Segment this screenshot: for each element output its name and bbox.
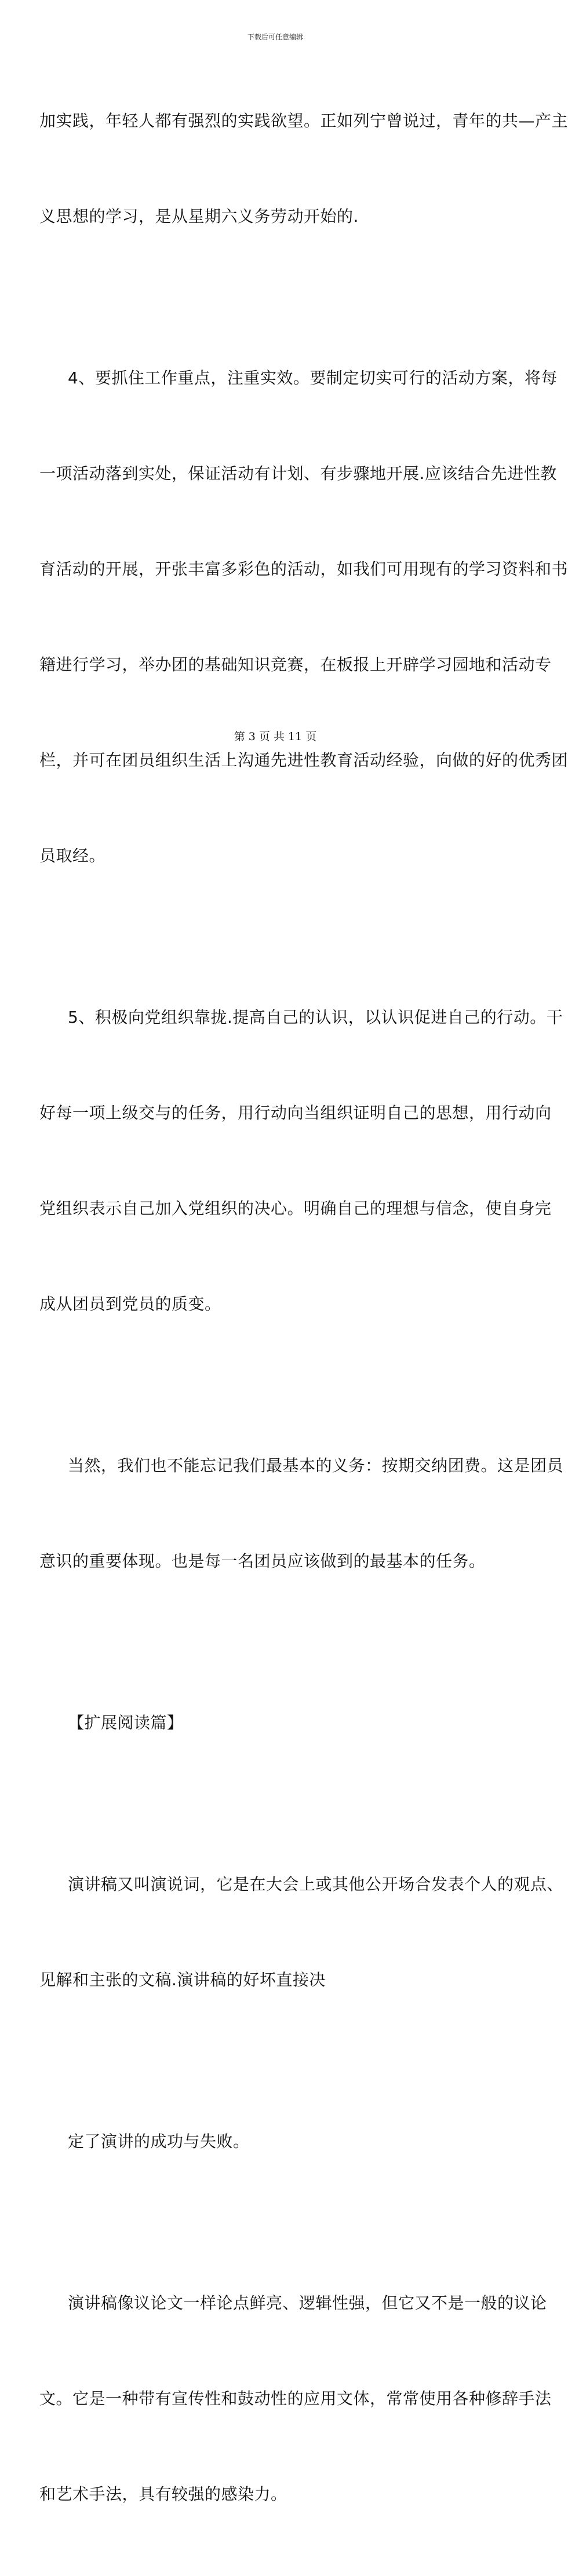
paragraph-line: 和艺术手法，具有较强的感染力。 [39, 2484, 287, 2504]
paragraph-line: 加实践，年轻人都有强烈的实践欲望。正如列宁曾说过，青年的共—产主 [39, 111, 568, 130]
paragraph-line: 栏，并可在团员组织生活上沟通先进性教育活动经验，向做的好的优秀团 [39, 751, 568, 770]
page-number: 第 3 页 共 11 页 [234, 730, 317, 743]
paragraph-line: 演讲稿又叫演说词，它是在大会上或其他公开场合发表个人的观点、 [68, 1875, 564, 1894]
document-body [39, 41, 568, 2576]
paragraph-1 [39, 41, 568, 296]
paragraph-line: 定了演讲的成功与失败。 [68, 2132, 250, 2151]
paragraph-line: 员取经。 [39, 846, 106, 865]
paragraph-2 [39, 298, 568, 935]
paragraph-line: 4、要抓住工作重点，注重实效。要制定切实可行的活动方案，将每 [68, 368, 558, 387]
paragraph-line: 意识的重要体现。也是每一名团员应该做到的最基本的任务。 [39, 1552, 486, 1571]
paragraph-line: 成从团员到党员的质变。 [39, 1294, 221, 1313]
paragraph-line: 一项活动落到实处，保证活动有计划、有步骤地开展.应该结合先进性教 [39, 464, 557, 483]
paragraph-line: 育活动的开展，开张丰富多彩色的活动，如我们可用现有的学习资料和书 [39, 559, 568, 579]
paragraph-line: 当然，我们也不能忘记我们最基本的义务：按期交纳团费。这是团员 [68, 1456, 564, 1475]
paragraph-line: 文。它是一种带有宣传性和鼓动性的应用文体，常常使用各种修辞手法 [39, 2389, 552, 2408]
paragraph-6 [39, 1805, 564, 2059]
paragraph-line: 籍进行学习，举办团的基础知识竞赛，在板报上开辟学习园地和活动专 [39, 655, 552, 674]
paragraph-3 [39, 938, 563, 1384]
page-header: 下载后可任意编辑 [247, 33, 303, 41]
paragraph-8 [39, 2223, 552, 2574]
paragraph-line: 好每一项上级交与的任务，用行动向当组织证明自己的思想，用行动向 [39, 1103, 552, 1122]
section-heading [39, 1643, 511, 1802]
paragraph-line: 党组织表示自己加入党组织的决心。明确自己的理想与信念，使自身完 [39, 1199, 552, 1218]
paragraph-line: 演讲稿像议论文一样论点鲜亮、逻辑性强，但它又不是一般的议论 [68, 2293, 547, 2312]
section-heading-text: 【扩展阅读篇】 [68, 1713, 184, 1732]
paragraph-line: 见解和主张的文稿.演讲稿的好坏直接决 [39, 1970, 326, 1989]
paragraph-line: 义思想的学习，是从星期六义务劳动开始的. [39, 207, 359, 226]
paragraph-line: 5、积极向党组织靠拢.提高自己的认识，以认识促进自己的行动。干 [68, 1008, 563, 1027]
paragraph-4 [39, 1386, 564, 1641]
paragraph-7 [39, 2062, 511, 2221]
